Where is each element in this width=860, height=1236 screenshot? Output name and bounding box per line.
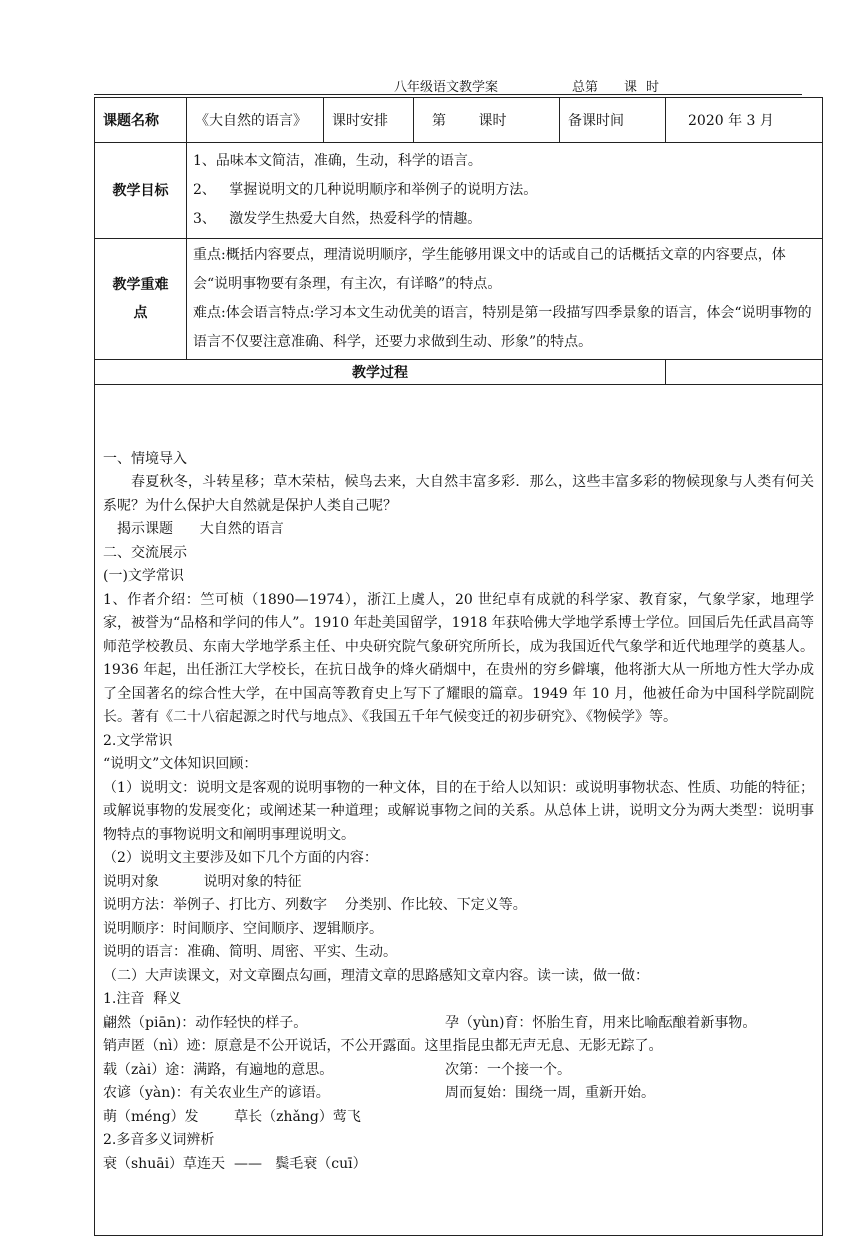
prep-label: 备课时间 bbox=[560, 98, 666, 143]
note-row bbox=[103, 1012, 814, 1036]
schedule-label: 课时安排 bbox=[324, 98, 414, 143]
key-points-content bbox=[187, 239, 823, 360]
lesson-plan-table bbox=[94, 97, 823, 1236]
intro-paragraph: 春夏秋冬，斗转星移；草木荣枯，候鸟去来，大自然丰富多彩．那么，这些丰富多彩的物候现象与人类有何关系呢？为什么保护大自然就是保护人类自己呢？ bbox=[103, 474, 814, 514]
schedule-value bbox=[414, 98, 560, 143]
goal-item: 1、品味本文简洁，准确，生动，科学的语言。 bbox=[193, 153, 482, 169]
key-points-label bbox=[95, 239, 187, 360]
key-label-line2: 点 bbox=[133, 305, 148, 321]
prep-value: 2020 年 3 月 bbox=[666, 98, 823, 143]
info-row bbox=[95, 98, 823, 143]
process-blank-cell bbox=[666, 360, 823, 385]
review-heading: “说明文”文体知识回顾： bbox=[103, 756, 258, 773]
process-body bbox=[95, 385, 823, 1236]
note-row bbox=[103, 1082, 814, 1106]
note-row bbox=[103, 1059, 814, 1083]
section-intro-heading: 一、情境导入 bbox=[103, 450, 187, 467]
review-item-1: （1）说明文：说明文是客观的说明事物的一种文体，目的在于给人以知识：或说明事物状态、性质、功能的特征；或解说事物的发展变化；或阐述某一种道理；或解说事物之间的关系。从总体上讲，说明文分为两大类型：说明事物特点的事物说明文和阐明事理说明文。 bbox=[103, 779, 814, 843]
key-label-line1: 教学重难 bbox=[112, 277, 169, 293]
goals-list bbox=[187, 143, 823, 239]
goals-label: 教学目标 bbox=[95, 143, 187, 239]
note-item: 周而复始：围绕一周，重新开始。 bbox=[445, 1085, 655, 1102]
read-aloud-instruction: （二）大声读课文，对文章圈点勾画，理清文章的思路感知文章内容。读一读，做一做： bbox=[103, 967, 649, 984]
note-item: 萌（méng）发 草长（zhǎng）莺飞 bbox=[103, 1108, 361, 1125]
note-item: 翩然（piān)：动作轻快的样子。 bbox=[103, 1014, 308, 1031]
review-item-6: 说明的语言：准确、简明、周密、平实、生动。 bbox=[103, 944, 397, 961]
process-title: 教学过程 bbox=[95, 360, 666, 385]
section-exchange-heading: 二、交流展示 bbox=[103, 544, 187, 561]
note-item: 孕（yùn)育：怀胎生育，用来比喻酝酿着新事物。 bbox=[445, 1014, 757, 1031]
goal-item: 3、 激发学生热爱大自然，热爱科学的情趣。 bbox=[193, 211, 482, 227]
process-body-row bbox=[95, 385, 823, 1236]
note-item: 次第：一个接一个。 bbox=[445, 1061, 571, 1078]
schedule-keshi: 课时 bbox=[478, 113, 507, 129]
hour-label: 时 bbox=[646, 80, 660, 95]
page-header bbox=[94, 76, 802, 95]
review-item-3: 说明对象 说明对象的特征 bbox=[103, 873, 302, 890]
notes-heading: 1.注音 释义 bbox=[103, 991, 182, 1008]
topic-label: 课题名称 bbox=[95, 98, 187, 143]
topic-value: 《大自然的语言》 bbox=[187, 98, 324, 143]
important-point: 重点:概括内容要点，理清说明顺序，学生能够用课文中的话或自己的话概括文章的内容要点，体会“说明事物要有条理，有主次，有详略”的特点。 bbox=[193, 247, 786, 292]
reveal-topic: 揭示课题 大自然的语言 bbox=[117, 521, 284, 538]
schedule-di: 第 bbox=[432, 113, 446, 129]
note-item: 载（zài）途：满路，有遍地的意思。 bbox=[103, 1061, 334, 1078]
lesson-label: 课 bbox=[624, 80, 638, 95]
note-item: 销声匿（nì）迹：原意是不公开说话，不公开露面。这里指昆虫都无声无息、无影无踪了。 bbox=[103, 1038, 663, 1055]
polyphone-heading: 2.多音多义词辨析 bbox=[103, 1132, 215, 1149]
goal-item: 2、 掌握说明文的几种说明顺序和举例子的说明方法。 bbox=[193, 182, 538, 198]
goals-row bbox=[95, 143, 823, 239]
author-intro: 1、作者介绍：竺可桢（1890—1974），浙江上虞人，20 世纪卓有成就的科学家、教育家，气象学家，地理学家，被誉为“品格和学问的伟人”。1910 年赴美国留学，1918 年获哈佛大学地学系博士学位。回国后先任武昌高等师范学校教员、东南大学地学系主任、中央研究院气象研究所所长，成为我国近代气象学和近代地理学的奠基人。1936 年起，出任浙江大学校长，在抗日战争的烽火硝烟中，在贵州的穷乡僻壤，他将浙大从一所地方性大学办成了全国著名的综合性大学，在中国高等教育史上写下了耀眼的篇章。1949 年 10 月，他被任命为中国科学院副院长。著有《二十八宿起源之时代与地点》、《我国五千年气候变迁的初步研究》、《物候学》等。 bbox=[103, 591, 814, 726]
doc-title: 八年级语文教学案 bbox=[394, 80, 499, 95]
difficult-point: 难点:体会语言特点:学习本文生动优美的语言，特别是第一段描写四季景象的语言，体会“说明事物的语言不仅要注意准确、科学，还要力求做到生动、形象”的特点。 bbox=[193, 305, 812, 350]
literary-knowledge-heading: 2.文学常识 bbox=[103, 732, 173, 749]
key-points-row bbox=[95, 239, 823, 360]
total-label: 总第 bbox=[572, 80, 599, 95]
process-title-row bbox=[95, 360, 823, 385]
review-item-2: （2）说明文主要涉及如下几个方面的内容： bbox=[103, 850, 378, 867]
review-item-5: 说明顺序：时间顺序、空间顺序、逻辑顺序。 bbox=[103, 920, 383, 937]
subsection-literary: (一)文学常识 bbox=[103, 568, 184, 585]
polyphone-item: 衰（shuāi）草连天 —— 鬓毛衰（cuī） bbox=[103, 1155, 367, 1172]
review-item-4: 说明方法：举例子、打比方、列数字 分类别、作比较、下定义等。 bbox=[103, 897, 527, 914]
note-item: 农谚（yàn)：有关农业生产的谚语。 bbox=[103, 1085, 330, 1102]
